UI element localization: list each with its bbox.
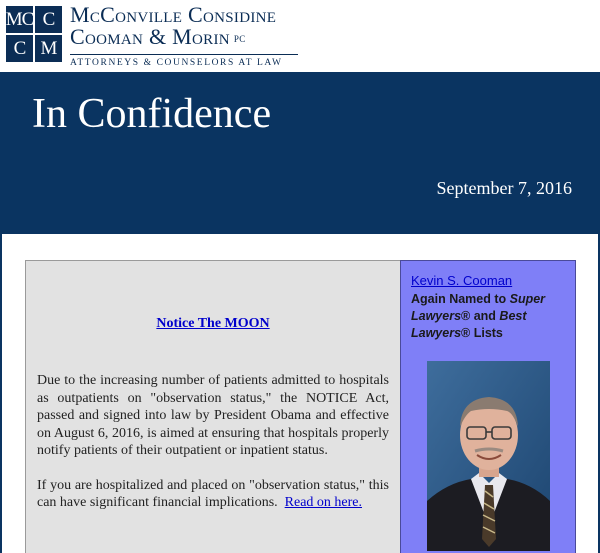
firm-tagline: ATTORNEYS & COUNSELORS AT LAW	[70, 57, 283, 68]
content-frame	[0, 232, 600, 553]
firm-divider	[70, 54, 298, 55]
headline-suffix: ® Lists	[461, 326, 503, 340]
article-paragraph-2	[37, 477, 389, 512]
article-paragraph: Due to the increasing number of patients admitted to hospitals as outpatients on "observation status," the NOTICE Act, passed and signed into law by President Obama and effective on August 6, 2016, is aimed at ensuring that hospitals properly notify patients of their outpatient or inpatient status.	[37, 373, 389, 458]
attorney-photo	[427, 361, 550, 551]
best-lawyers-text: Best Lawyers	[411, 309, 527, 340]
content-area	[2, 234, 598, 553]
monogram-cell: C	[35, 6, 62, 33]
article-body	[37, 372, 389, 529]
headline-prefix: Again Named to	[411, 292, 510, 306]
monogram-cell: MC	[6, 6, 33, 33]
firm-name-line1: McConville Considine	[70, 2, 277, 27]
firm-pc-suffix: PC	[233, 33, 246, 44]
monogram-cell: C	[6, 35, 33, 62]
newsletter-banner	[0, 72, 600, 232]
newsletter-title: In Confidence	[32, 91, 272, 137]
header-logo-bar	[0, 0, 600, 72]
monogram-cell: M	[35, 35, 62, 62]
read-more-link[interactable]: Read on here.	[284, 495, 362, 510]
newsletter-date: September 7, 2016	[436, 178, 572, 198]
firm-name-line2-text: Cooman & Morin	[70, 24, 230, 49]
attorney-portrait-image	[427, 361, 550, 551]
article-title-link[interactable]: Notice The MOON	[156, 316, 270, 331]
super-lawyers-text: Super Lawyers	[411, 292, 546, 323]
article-box	[25, 260, 400, 553]
firm-name-line2	[70, 26, 300, 50]
article-paragraph-text: If you are hospitalized and placed on "observation status," this can have significant financial implications.	[37, 477, 389, 510]
firm-monogram-logo[interactable]	[6, 6, 62, 62]
sidebar-feature	[400, 260, 576, 553]
headline-and: ® and	[461, 309, 500, 323]
sidebar-headline	[411, 291, 571, 342]
firm-name-block	[70, 4, 300, 68]
attorney-name-link[interactable]: Kevin S. Cooman	[411, 273, 513, 288]
